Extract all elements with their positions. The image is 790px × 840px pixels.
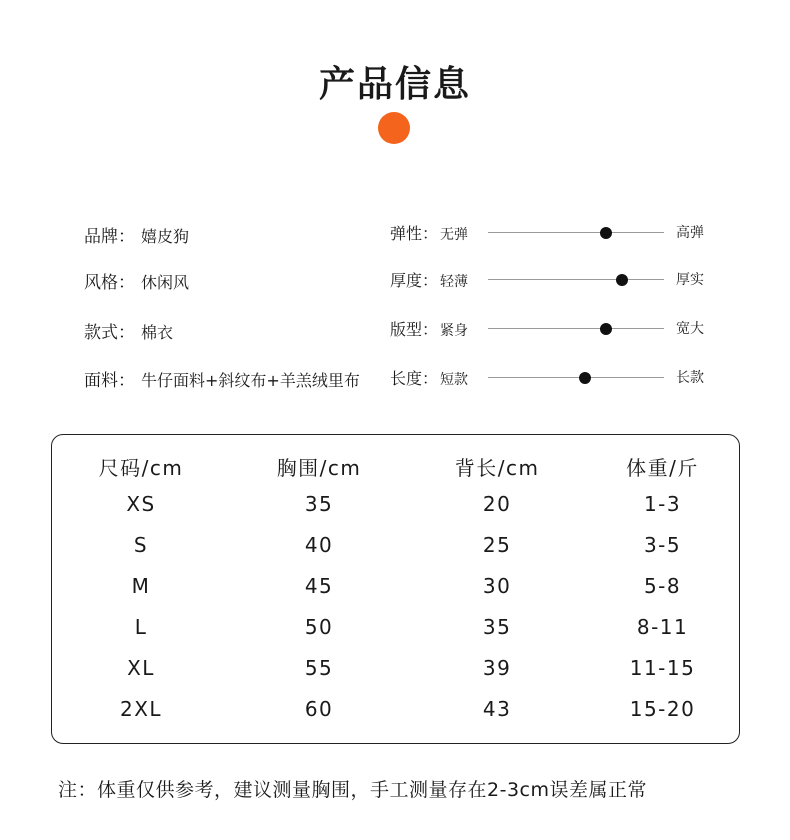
attr-brand — [84, 222, 189, 247]
cell-chest: 40 — [304, 532, 334, 557]
scale-elasticity-track — [488, 232, 664, 233]
attr-type — [84, 318, 173, 343]
table-row — [52, 524, 739, 565]
attr-fabric — [84, 366, 360, 391]
scale-length-left: 短款 — [440, 372, 469, 388]
measurement-note: 注：体重仅供参考，建议测量胸围，手工测量存在2-3cm误差属正常 — [58, 779, 647, 801]
scale-fit — [390, 317, 720, 341]
table-row — [52, 483, 739, 524]
cell-weight: 11-15 — [629, 655, 696, 680]
attr-style — [84, 268, 189, 293]
cell-weight: 3-5 — [643, 532, 682, 557]
cell-back-length: 43 — [482, 696, 512, 721]
header-back-length: 背长/cm — [454, 455, 540, 480]
scale-thickness-left: 轻薄 — [440, 274, 469, 290]
attr-style-label: 风格： — [84, 273, 135, 293]
scale-elasticity-right: 高弹 — [676, 225, 704, 241]
scale-thickness-label: 厚度： — [390, 271, 439, 290]
cell-chest: 35 — [304, 491, 334, 516]
cell-size: XL — [127, 655, 155, 680]
cell-chest: 50 — [304, 614, 334, 639]
table-row — [52, 647, 739, 688]
header-weight: 体重/斤 — [626, 455, 699, 480]
cell-chest: 45 — [304, 573, 334, 598]
scale-thickness — [390, 268, 720, 292]
scale-fit-track — [488, 328, 664, 329]
header-size: 尺码/cm — [98, 455, 184, 480]
scale-length — [390, 366, 720, 390]
cell-back-length: 25 — [482, 532, 512, 557]
scale-elasticity-label: 弹性： — [390, 224, 439, 243]
scale-fit-right: 宽大 — [676, 321, 704, 337]
scale-length-knob — [579, 372, 591, 384]
attr-brand-value: 嬉皮狗 — [141, 227, 190, 246]
cell-size: 2XL — [119, 696, 163, 721]
scale-elasticity-left: 无弹 — [440, 227, 469, 243]
cell-weight: 15-20 — [629, 696, 696, 721]
header-chest: 胸围/cm — [276, 455, 362, 480]
cell-weight: 8-11 — [636, 614, 689, 639]
table-row — [52, 606, 739, 647]
cell-size: L — [134, 614, 148, 639]
attr-type-value: 棉衣 — [141, 323, 174, 342]
cell-back-length: 35 — [482, 614, 512, 639]
size-table — [52, 449, 739, 729]
cell-back-length: 20 — [482, 491, 512, 516]
scale-fit-left: 紧身 — [440, 323, 469, 339]
scale-elasticity-knob — [600, 227, 612, 239]
scale-length-label: 长度： — [390, 369, 439, 388]
cell-chest: 55 — [304, 655, 334, 680]
size-table-box — [51, 434, 740, 744]
scale-length-right: 长款 — [676, 370, 704, 386]
attr-type-label: 款式： — [84, 323, 135, 343]
scale-length-track — [488, 377, 664, 378]
cell-size: S — [133, 532, 149, 557]
attr-brand-label: 品牌： — [84, 227, 135, 247]
table-row — [52, 565, 739, 606]
table-row — [52, 688, 739, 729]
scale-fit-label: 版型： — [390, 320, 439, 339]
attr-fabric-label: 面料： — [84, 371, 135, 391]
cell-chest: 60 — [304, 696, 334, 721]
cell-weight: 5-8 — [643, 573, 682, 598]
scale-fit-knob — [600, 323, 612, 335]
accent-dot-icon — [378, 112, 410, 144]
scale-thickness-track — [488, 279, 664, 280]
cell-weight: 1-3 — [643, 491, 682, 516]
attr-fabric-value: 牛仔面料+斜纹布+羊羔绒里布 — [141, 371, 360, 390]
cell-size: XS — [126, 491, 156, 516]
scale-thickness-right: 厚实 — [676, 272, 704, 288]
cell-back-length: 39 — [482, 655, 512, 680]
attr-style-value: 休闲风 — [141, 273, 190, 292]
cell-size: M — [131, 573, 151, 598]
size-table-header-row — [52, 449, 739, 483]
scale-thickness-knob — [616, 274, 628, 286]
page-title: 产品信息 — [318, 64, 471, 105]
scale-elasticity — [390, 221, 720, 245]
cell-back-length: 30 — [482, 573, 512, 598]
